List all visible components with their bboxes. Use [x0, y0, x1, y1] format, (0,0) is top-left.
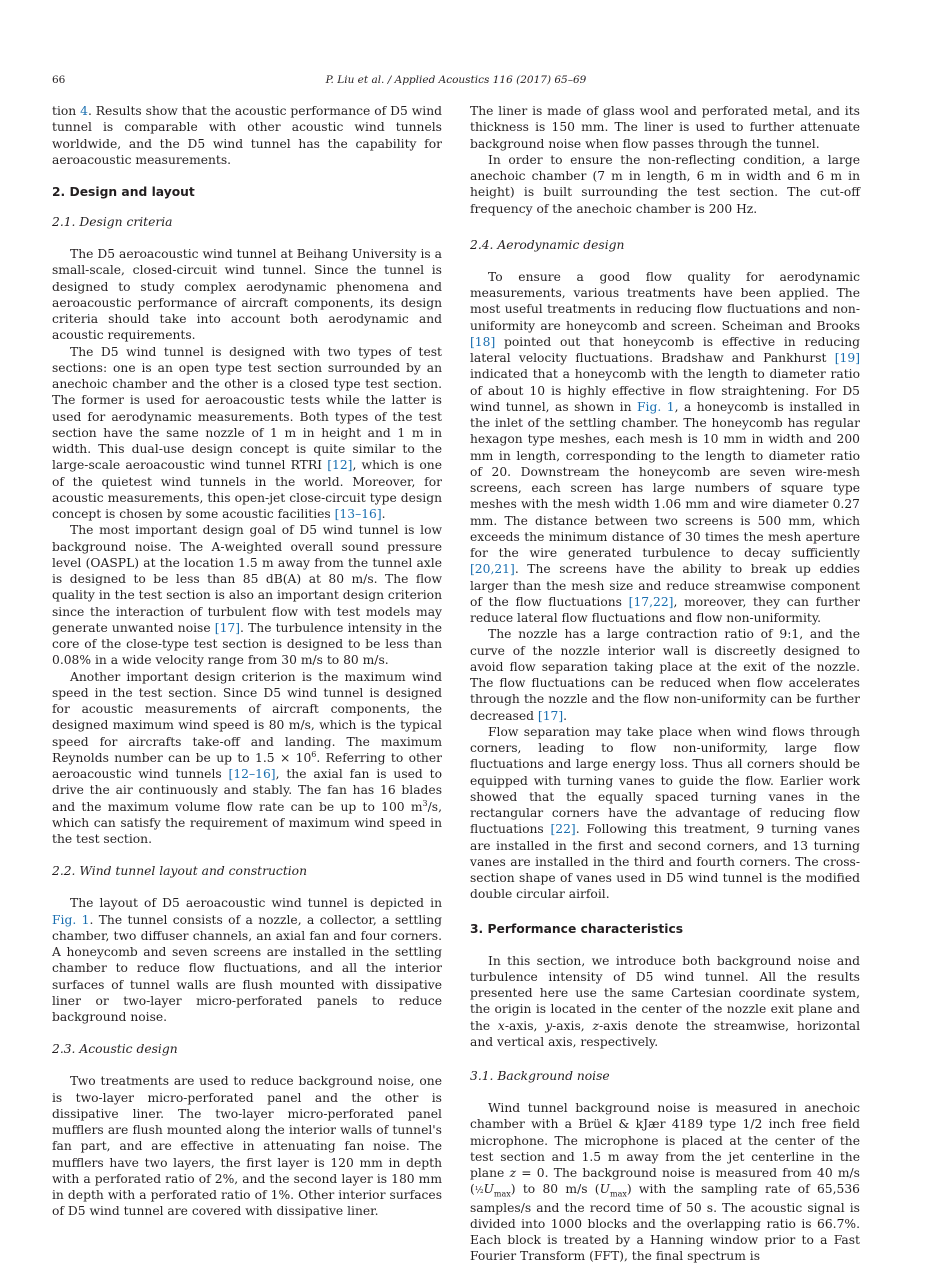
paragraph: The most important design goal of D5 wind tunnel is low background noise. The A-weighted overall sound pressure level (OASPL) at the location 1.5 m away from the tunnel axle is designed to be less than 85 dB(A) at 80 m/s. The flow quality in the test section is also an important design criterion since the interaction of turbulent flow with test models may generate unwanted noise [17]. The turbulence intensity in the core of the close-type test section is designed to be less than 0.08% in a wide velocity range from 30 m/s to 80 m/s.: [52, 523, 442, 668]
subsection-heading-design-criteria: 2.1. Design criteria: [52, 215, 173, 229]
reference-link[interactable]: [20,21]: [470, 562, 515, 577]
paragraph: Another important design criterion is the maximum wind speed in the test section. Since D5 wind tunnel is designed for acoustic measurements of aircraft components, the designed maximum wind speed is 80 m/s, which is the typical speed for aircrafts take-off and landing. The maximum Reynolds number can be up to $1.5 \times 10^6$. Referring to other aeroacoustic wind tunnels [12–16], the axial fan is used to drive the air continuously and stably. The fan has 16 blades and the maximum volume flow rate can be up to 100 $m^3/s$, which can satisfy the requirement of maximum wind speed in the test section.: [52, 669, 443, 846]
reference-link[interactable]: [13–16]: [334, 507, 382, 521]
paragraph: Flow separation may take place when wind flows through corners, leading to flow non-uniformity, large flow fluctuations and large energy loss. Thus all corners should be equipped with turning vanes to guide the flow. Earlier work showed that the equally spaced turning vanes in the rectangular corners have the advantage of reducing flow fluctuations [22]. Following this treatment, 9 turning vanes are installed in the first and second corners, and 13 turning vanes are installed in the third and fourth corners. The cross-section shape of vanes used in D5 wind tunnel is the modified double circular airfoil.: [470, 724, 860, 902]
paragraph: tion 4. Results show that the acoustic performance of D5 wind tunnel is comparable with other acoustic wind tunnels worldwide, and the D5 wind tunnel has the capability for aeroacoustic measurements.: [52, 104, 442, 167]
journal-citation: P. Liu et al. / Applied Acoustics 116 (2017) 65–69: [325, 74, 587, 86]
figure-link[interactable]: Fig. 1: [52, 912, 90, 927]
reference-link[interactable]: [12]: [327, 458, 353, 473]
subsection-heading-acoustic: 2.3. Acoustic design: [52, 1042, 178, 1057]
reference-link[interactable]: [19]: [834, 351, 860, 365]
reference-link[interactable]: [17]: [537, 708, 564, 723]
paragraph: The D5 aeroacoustic wind tunnel at Beihang University is a small-scale, closed-circuit wind tunnel. Since the tunnel is designed to study complex aerodynamic phenomena and aeroacoustic performance of aircraft components, its design criteria should take into account both aerodynamic and acoustic requirements.: [52, 247, 442, 343]
paragraph: In this section, we introduce both background noise and turbulence intensity of D5 wind tunnel. All the results presented here use the same Cartesian coordinate system, the origin is located in the center of the nozzle exit plane and the x-axis, y-axis, z-axis denote the streamwise, horizontal and vertical axis, respectively.: [470, 953, 860, 1049]
running-header: [52, 72, 860, 88]
paragraph: The D5 wind tunnel is designed with two types of test sections: one is an open type test section surrounded by an anechoic chamber and the other is a closed type test section. The former is used for aeroacoustic tests while the latter is used for aerodynamic measurements. Both types of the test section have the same nozzle of 1 m in height and 1 m in width. This dual-use design concept is quite similar to the large-scale aeroacoustic wind tunnel RTRI [12], which is one of the quietest wind tunnels in the world. Moreover, for acoustic measurements, this open-jet close-circuit type design concept is chosen by some acoustic facilities [13–16].: [52, 344, 442, 521]
paragraph: The liner is made of glass wool and perforated metal, and its thickness is 150 mm. The liner is used to further attenuate background noise when flow passes through the tunnel.: [470, 104, 860, 151]
subsection-heading-aerodynamic: 2.4. Aerodynamic design: [470, 237, 625, 252]
paragraph: In order to ensure the non-reflecting condition, a large anechoic chamber (7 m in length, 6 m in width and 6 m in height) is built surrounding the test section. The cut-off frequency of the anechoic chamber is 200 Hz.: [470, 152, 860, 216]
section-link[interactable]: 4: [80, 104, 88, 118]
section-heading-design-layout: 2. Design and layout: [52, 185, 195, 199]
paragraph: Two treatments are used to reduce background noise, one is two-layer micro-perforated panel and the other is dissipative liner. The two-layer micro-perforated panel mufflers are flush mounted along the interior walls of tunnel's fan part, and are effective in attenuating fan noise. The mufflers have two layers, the first layer is 120 mm in depth with a perforated ratio of 2%, and the second layer is 180 mm in depth with a perforated ratio of 1%. Other interior surfaces of D5 wind tunnel are covered with dissipative liner.: [52, 1074, 442, 1219]
subsection-heading-layout: 2.2. Wind tunnel layout and construction: [52, 864, 308, 879]
right-column: [470, 103, 860, 1265]
subsection-heading-background-noise: 3.1. Background noise: [470, 1069, 610, 1083]
reference-link[interactable]: [22]: [550, 822, 576, 837]
paragraph: Wind tunnel background noise is measured in anechoic chamber with a Brüel & kJær 4189 type 1/2 inch free field microphone. The microphone is placed at the center of the test section and 1.5 m away from the jet centerline in the plane z = 0. The background noise is measured from 40 m/s $(\frac{1}{2}U_{max})$ to 80 m/s $(U_{max})$ with the sampling rate of 65,536 samples/s and the record time of 50 s. The acoustic signal is divided into 1000 blocks and the overlapping ratio is 66.7%. Each block is treated by a Hanning window prior to a Fast Fourier Transform (FFT), the final spectrum is: [470, 1101, 861, 1264]
left-column: [52, 103, 442, 1220]
reference-link[interactable]: [17,22]: [628, 594, 674, 609]
figure-link[interactable]: Fig. 1: [637, 399, 675, 414]
reference-link[interactable]: [17]: [214, 620, 241, 635]
paragraph: To ensure a good flow quality for aerodynamic measurements, various treatments have been applied. The most useful treatments in reducing flow fluctuations and non-uniformity are honeycomb and screen. Scheiman and Brooks [18] pointed out that honeycomb is effective in reducing lateral velocity fluctuations. Bradshaw and Pankhurst [19] indicated that a honeycomb with the length to diameter ratio of about 10 is highly effective in flow straightening. For D5 wind tunnel, as shown in Fig. 1, a honeycomb is installed in the inlet of the settling chamber. The honeycomb has regular hexagon type meshes, each mesh is 10 mm in width and 200 mm in length, corresponding to the length to diameter ratio of 20. Downstream the honeycomb are seven wire-mesh screens, each screen has large numbers of square type meshes with the mesh width 1.06 mm and wire diameter 0.27 mm. The distance between two screens is 500 mm, which exceeds the minimum distance of 30 times the mesh aperture for the wire generated turbulence to decay sufficiently [20,21]. The screens have the ability to break up eddies larger than the mesh size and reduce streamwise component of the flow fluctuations [17,22], moreover, they can further reduce lateral flow fluctuations and flow non-uniformity.: [470, 269, 861, 625]
page-number: 66: [52, 74, 66, 86]
paragraph: The layout of D5 aeroacoustic wind tunnel is depicted in Fig. 1. The tunnel consists of a nozzle, a collector, a settling chamber, two diffuser channels, an axial fan and four corners. A honeycomb and seven screens are installed in the settling chamber to reduce flow fluctuations, and all the interior surfaces of tunnel walls are flush mounted with dissipative liner or two-layer micro-perforated panels to reduce background noise.: [52, 896, 442, 1024]
section-heading-performance: 3. Performance characteristics: [470, 921, 684, 936]
reference-link[interactable]: [12–16]: [228, 767, 276, 781]
paragraph: The nozzle has a large contraction ratio of 9:1, and the curve of the nozzle interior wall is discreetly designed to avoid flow separation taking place at the exit of the nozzle. The flow fluctuations can be reduced when flow accelerates through the nozzle and the flow non-uniformity can be further decreased [17].: [470, 627, 860, 723]
reference-link[interactable]: [18]: [470, 334, 496, 349]
